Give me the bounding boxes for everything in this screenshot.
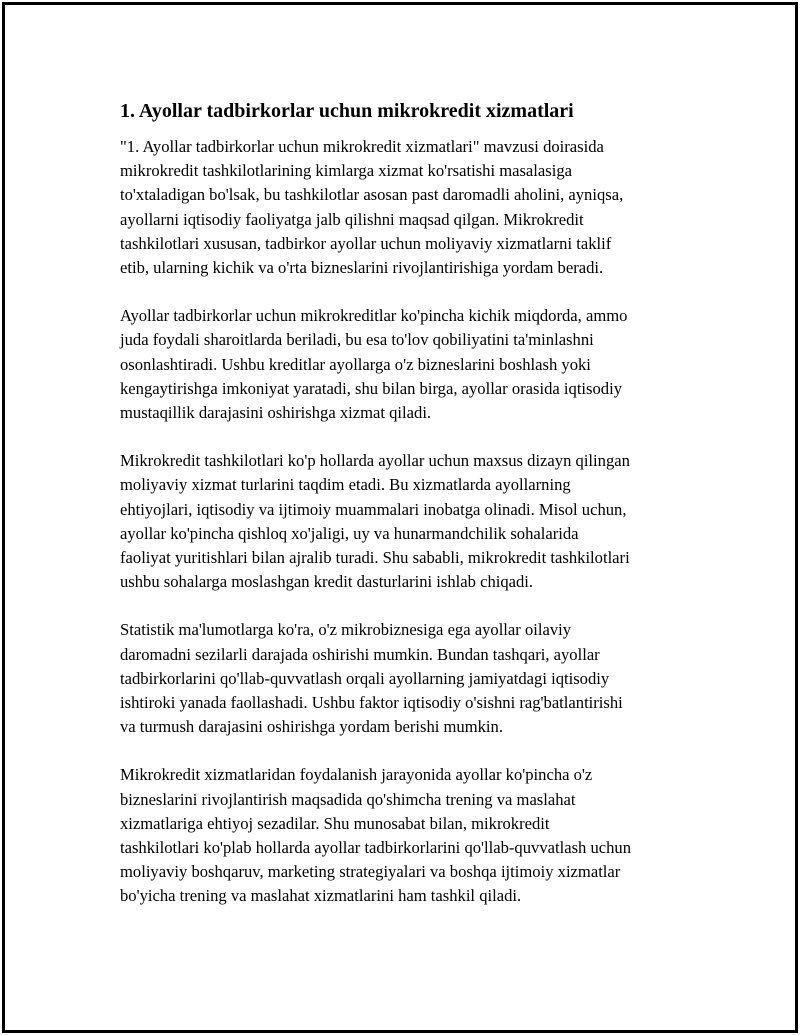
page-frame [2,2,798,1033]
paragraph: Statistik ma'lumotlarga ko'ra, o'z mikrobiznesiga ega ayollar oilaviy daromadni sezilarli darajada oshirishi mumkin. Bundan tashqari, ayollar tadbirkorlarini qo'llab-quvvatlash orqali ayollarning jamiyatdagi iqtisodiy ishtiroki yanada faollashadi. Ushbu faktor iqtisodiy o'sishni rag'batlantirishi va turmush darajasini oshirishga yordam berishi mumkin. [120,620,623,737]
document-title: 1. Ayollar tadbirkorlar uchun mikrokredit xizmatlari [120,100,574,122]
paragraph: Mikrokredit xizmatlaridan foydalanish jarayonida ayollar ko'pincha o'z bizneslarini rivojlantirish maqsadida qo'shimcha trening va maslahat xizmatlariga ehtiyoj sezadilar. Shu munosabat bilan, mikrokredit tashkilotlari ko'plab hollarda ayollar tadbirkorlarini qo'llab-quvvatlash uchun moliyaviy boshqaruv, marketing strategiyalari va boshqa ijtimoiy xizmatlar bo'yicha trening va maslahat xizmatlarini ham tashkil qiladi. [120,765,632,906]
paragraph: Ayollar tadbirkorlar uchun mikrokreditlar ko'pincha kichik miqdorda, ammo juda foydali sharoitlarda beriladi, bu esa to'lov qobiliyatini ta'minlashni osonlashtiradi. Ushbu kreditlar ayollarga o'z bizneslarini boshlash yoki kengaytirishga imkoniyat yaratadi, shu bilan birga, ayollar orasida iqtisodiy mustaqillik darajasini oshirishga xizmat qiladi. [120,306,628,423]
document-body [120,97,705,933]
paragraph: "1. Ayollar tadbirkorlar uchun mikrokredit xizmatlari" mavzusi doirasida mikrokredit tashkilotlarining kimlarga xizmat ko'rsatishi masalasiga to'xtaladigan bo'lsak, bu tashkilotlar asosan past daromadli aholini, ayniqsa, ayollarni iqtisodiy faoliyatga jalb qilishni maqsad qilgan. Mikrokredit tashkilotlari xususan, tadbirkor ayollar uchun moliyaviy xizmatlarni taklif etib, ularning kichik va o'rta bizneslarini rivojlantirishiga yordam beradi. [120,137,624,278]
paragraph: Mikrokredit tashkilotlari ko'p hollarda ayollar uchun maxsus dizayn qilingan moliyaviy xizmat turlarini taqdim etadi. Bu xizmatlarda ayollarning ehtiyojlari, iqtisodiy va ijtimoiy muammalari inobatga olinadi. Misol uchun, ayollar ko'pincha qishloq xo'jaligi, uy va hunarmandchilik sohalarida faoliyat yuritishlari bilan ajralib turadi. Shu sababli, mikrokredit tashkilotlari ushbu sohalarga moslashgan kredit dasturlarini ishlab chiqadi. [120,451,630,592]
